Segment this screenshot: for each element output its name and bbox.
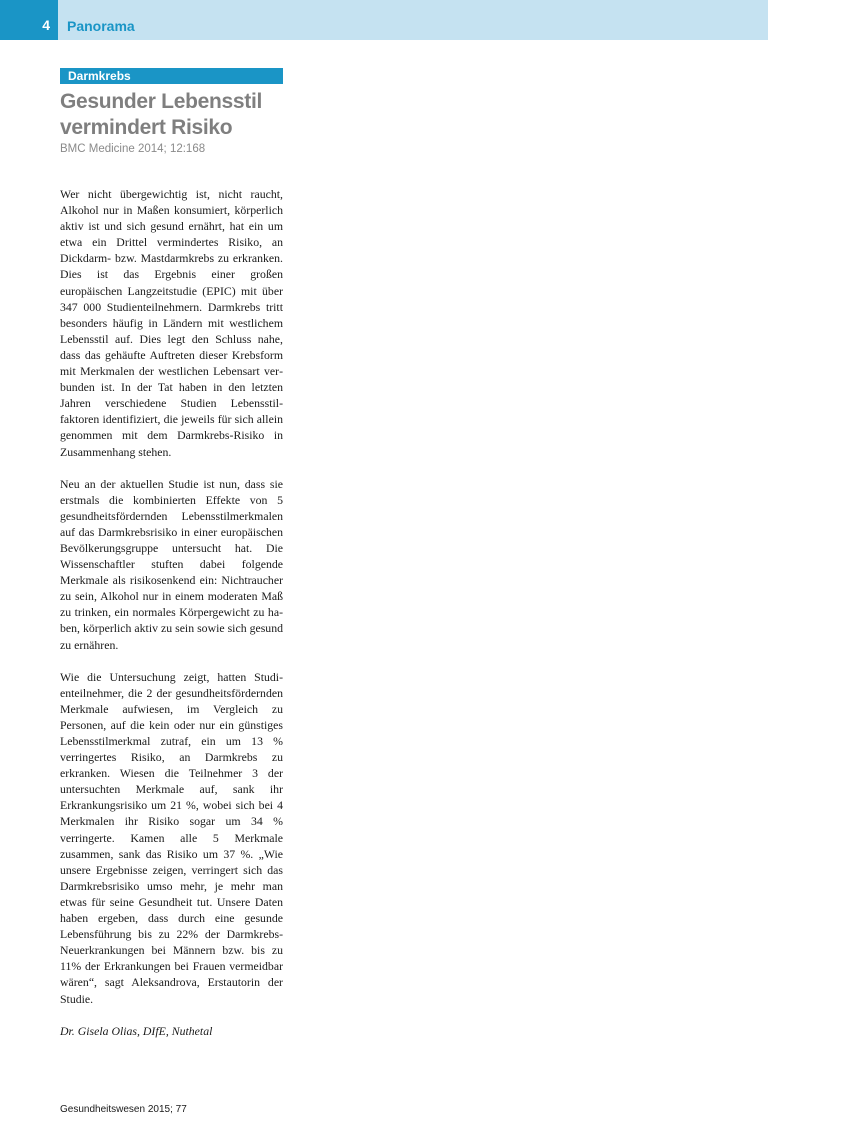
article-author: Dr. Gisela Olias, DIfE, Nuthetal xyxy=(60,1023,213,1038)
category-label: Darmkrebs xyxy=(60,68,283,84)
article-citation: BMC Medicine 2014; 12:168 xyxy=(60,143,206,155)
article-body xyxy=(60,186,283,1039)
article xyxy=(60,68,283,1039)
page-footer: Gesundheitswesen 2015; 77 xyxy=(60,1104,187,1115)
paragraph-1: Wer nicht übergewichtig ist, nicht raucht, Alkohol nur in Maßen konsumiert, körperlich aktiv ist und sich gesund ernährt, hat ein um etwa ein Drittel vermindertes Risiko, an Dickdarm- bzw. Mastdarmkrebs zu erkranken. Dies ist das Ergebnis einer großen europäischen Langzeitstudie (EPIC) mit über 347 000 Studienteilnehmern. Darmkrebs tritt besonders häufig in Ländern mit westlichem Lebensstil auf. Dies legt den Schluss nahe, dass das gehäufte Auftreten dieser Krebsform mit Merkmalen der westlichen Lebensart verbunden ist. In der Tat haben in den letzten Jahren verschiedene Studien Lebensstilfaktoren identifiziert, die jeweils für sich allein genommen mit dem Darmkrebs-Risiko in Zusammenhang stehen. xyxy=(60,187,283,459)
paragraph-3: Wie die Untersuchung zeigt, hatten Studienteilnehmer, die 2 der gesundheitsfördernden Merkmale aufwiesen, im Vergleich zu Personen, auf die kein oder nur ein günstiges Lebensstilmerkmal zutraf, ein um 13 % verringertes Risiko, an Darmkrebs zu erkranken. Wiesen die Teilnehmer 3 der untersuchten Merkmale auf, sank ihr Erkrankungsrisiko um 21 %, wobei sich bei 4 Merkmalen ihr Risiko sogar um 34 % verringerte. Kamen alle 5 Merkmale zusammen, sank das Risiko um 37 %. „Wie unsere Ergebnisse zeigen, verringert sich das Darmkrebsrisiko umso mehr, je mehr man etwas für seine Gesundheit tut. Unsere Daten haben ergeben, dass durch eine gesunde Lebensführung bis zu 22% der Darmkrebs-Neuerkrankungen bei Männern bzw. bis zu 11% der Erkrankungen bei Frauen vermeidbar wären“, sagt Aleksandrova, Erstautorin der Studie. xyxy=(60,669,283,1006)
article-title: Gesunder Lebensstil vermindert Risiko xyxy=(60,90,263,139)
section-title: Panorama xyxy=(67,18,135,34)
paragraph-2: Neu an der aktuellen Studie ist nun, dass sie erstmals die kombinierten Effekte von 5 gesundheitsfördernden Lebensstilmerkmalen auf das Darmkrebsrisiko in einer europäischen Bevölkerungsgruppe untersucht hat. Die Wissenschaftler stuften dabei folgende Merkmale als risikosenkend ein: Nichtraucher zu sein, Alkohol nur in einem moderaten Maß zu trinken, ein normales Körpergewicht zu haben, körperlich aktiv zu sein sowie sich gesund zu ernähren. xyxy=(60,476,283,652)
page-header xyxy=(0,0,768,40)
page-number: 4 xyxy=(42,17,50,33)
page-number-box xyxy=(0,0,58,40)
